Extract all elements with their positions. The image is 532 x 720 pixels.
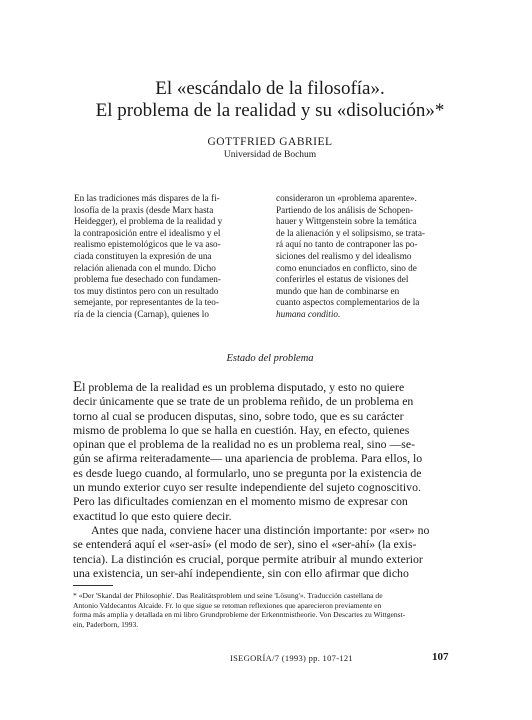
abstract-line: En las tradiciones más dispares de la fi-: [74, 193, 220, 203]
abstract-line: ría de la ciencia (Carnap), quienes lo: [74, 308, 209, 319]
author-affiliation: Universidad de Bochum: [223, 150, 317, 160]
abstract-line: la contraposición entre el idealismo y el: [74, 227, 221, 238]
abstract-line: cuanto aspectos complementarios de la: [276, 297, 420, 308]
body-line: mismo de problema lo que se halla en cuestión. Hay, en efecto, quienes: [73, 422, 410, 437]
abstract-line: relación alienada con el mundo. Dicho: [74, 262, 216, 273]
abstract-right-column: [276, 193, 454, 321]
abstract-line: hauer y Wittgenstein sobre la temática: [276, 216, 417, 227]
abstract: [74, 193, 454, 321]
section-heading: Estado del problema: [226, 353, 314, 364]
abstract-line: losofía de la praxis (desde Marx hasta: [74, 204, 214, 215]
body-line: es desde luego cuando, al formularlo, uno se pregunta por la existencia de: [73, 465, 422, 480]
body-line: gún se afirma reiteradamente— una apariencia de problema. Para ellos, lo: [73, 451, 423, 466]
abstract-line: Partiendo de los análisis de Schopen-: [276, 204, 414, 215]
abstract-line: semejante, por representantes de la teo-: [74, 297, 219, 308]
abstract-line: problema fue desechado con fundamen-: [74, 274, 221, 285]
footnote-line: forma más amplia y detallada en mi libro Grundprobleme der Erkenntnistheorie. Von Descartes zu Wittgenst-: [73, 610, 406, 620]
body-line: decir únicamente que se trate de un problema reñido, de un problema en: [73, 394, 414, 409]
abstract-line: humana conditio.: [276, 308, 341, 319]
author-name: GOTTFRIED GABRIEL: [207, 136, 333, 148]
body-line: Pero las dificultades comienzan en el momento mismo de expresar con: [73, 494, 408, 509]
abstract-line: Heidegger), el problema de la realidad y: [74, 216, 223, 227]
abstract-line: conferirles el estatus de visiones del: [276, 274, 409, 285]
journal-citation: ISEGORÍA/7 (1993) pp. 107-121: [230, 653, 353, 663]
footnote: [73, 591, 458, 629]
body-line: torno al cual se producen disputas, sino, sobre todo, que es su carácter: [73, 408, 404, 423]
body-line: un mundo exterior cuyo ser resulte independiente del sujeto cognoscitivo.: [73, 480, 421, 495]
body-line: exactitud lo que esto quiere decir.: [73, 508, 232, 523]
body-line: una existencia, un ser-ahí independiente, sin con ello afirmar que dicho: [73, 565, 409, 580]
page-number: 107: [432, 651, 449, 663]
body-line: Antes que nada, conviene hacer una distinción importante: por «ser» no: [91, 522, 430, 537]
footnote-line: * «Der 'Skandal der Philosophie'. Das Realitätsproblem und seine 'Lösung'». Traducción castellana de: [73, 591, 383, 600]
abstract-line: tos muy distintos pero con un resultado: [74, 285, 219, 296]
abstract-line: ciada constituyen la expresión de una: [74, 250, 212, 261]
body-line: El problema de la realidad es un problema disputado, y esto no quiere: [73, 380, 405, 395]
abstract-line: siciones del realismo y del idealismo: [276, 250, 412, 261]
abstract-line: consideraron un «problema aparente».: [276, 193, 417, 203]
abstract-left-column: [74, 193, 252, 321]
body-line: tencia). La distinción es crucial, porque permite atribuir al mundo exterior: [73, 551, 423, 566]
footnote-line: ein, Paderborn, 1993.: [73, 619, 139, 629]
paper-title: [40, 78, 500, 122]
title-line-2: El problema de la realidad y su «disolución»*: [95, 100, 445, 121]
abstract-line: realismo epistemológicos que le va aso-: [74, 239, 221, 250]
body-line: se entenderá aquí el «ser-así» (el modo de ser), sino el «ser-ahí» (la exis-: [73, 537, 417, 552]
footnote-line: Antonio Valdecantos Alcaide. Fr. lo que sigue se retoman reflexiones que aparecieron previamente en: [73, 600, 382, 610]
abstract-line: rá aquí no tanto de contraponer las po-: [276, 239, 418, 250]
footnote-rule: [73, 585, 113, 586]
body-text: [73, 380, 458, 580]
body-line: opinan que el problema de la realidad no es un problema real, sino —se-: [73, 437, 415, 452]
abstract-line: como enunciados en conflicto, sino de: [276, 262, 417, 273]
abstract-line: mundo que han de combinarse en: [276, 285, 400, 296]
abstract-line: de la alienación y el solipsismo, se trata-: [276, 227, 425, 238]
title-line-1: El «escándalo de la filosofía».: [155, 78, 385, 99]
